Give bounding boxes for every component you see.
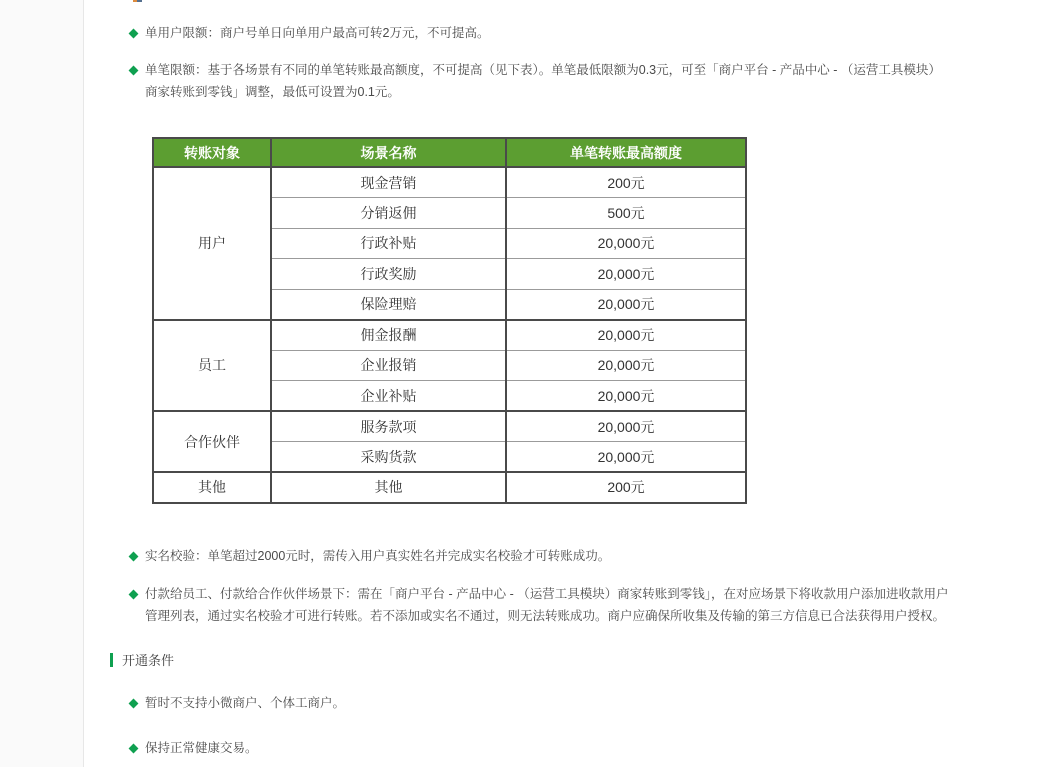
max-amount-cell: 20,000元	[506, 442, 746, 473]
bullet-employee-partner-note	[130, 583, 948, 627]
text-line: 暂时不支持小微商户、个体工商户。	[145, 696, 346, 710]
scene-name-cell: 现金营销	[271, 167, 506, 198]
max-amount-cell: 20,000元	[506, 350, 746, 381]
table-header-cell: 场景名称	[271, 138, 506, 167]
max-amount-cell: 200元	[506, 472, 746, 503]
section-title: 开通条件	[122, 653, 175, 668]
scene-name-cell: 企业补贴	[271, 381, 506, 412]
table-header-cell: 单笔转账最高额度	[506, 138, 746, 167]
scene-name-cell: 行政补贴	[271, 228, 506, 259]
diamond-bullet-icon	[129, 590, 139, 600]
bullet-per-transfer-limit	[130, 59, 941, 103]
section-heading-conditions	[110, 650, 174, 669]
scene-name-cell: 企业报销	[271, 350, 506, 381]
text-line: 单用户限额：商户号单日向单用户最高可转2万元，不可提高。	[145, 26, 490, 40]
max-amount-cell: 200元	[506, 167, 746, 198]
bullet-text	[145, 59, 941, 103]
text-line: 商家转账到零钱」调整，最低可设置为0.1元。	[145, 85, 400, 99]
bullet-healthy-trading	[130, 737, 258, 759]
transfer-limits-table	[152, 137, 747, 504]
max-amount-cell: 20,000元	[506, 320, 746, 351]
text-line: 实名校验：单笔超过2000元时，需传入用户真实姓名并完成实名校验才可转账成功。	[145, 549, 611, 563]
max-amount-cell: 500元	[506, 198, 746, 229]
scene-name-cell: 分销返佣	[271, 198, 506, 229]
table-row	[153, 472, 746, 503]
bullet-text	[145, 22, 489, 44]
transfer-target-cell: 合作伙伴	[153, 411, 271, 472]
diamond-bullet-icon	[129, 552, 139, 562]
table-header-row	[153, 138, 746, 167]
table-header-cell: 转账对象	[153, 138, 271, 167]
table-row	[153, 320, 746, 351]
scene-name-cell: 服务款项	[271, 411, 506, 442]
transfer-target-cell: 用户	[153, 167, 271, 320]
diamond-bullet-icon	[129, 699, 139, 709]
scene-name-cell: 行政奖励	[271, 259, 506, 290]
scene-name-cell: 佣金报酬	[271, 320, 506, 351]
green-bar-icon	[110, 653, 113, 667]
text-line: 付款给员工、付款给合作伙伴场景下：需在「商户平台 - 产品中心 - （运营工具模块）商家转账到零钱」，在对应场景下将收款用户添加进收款用户	[145, 587, 949, 601]
diamond-bullet-icon	[129, 744, 139, 754]
diamond-bullet-icon	[129, 66, 139, 76]
text-line: 保持正常健康交易。	[145, 741, 258, 755]
bullet-single-user-limit	[130, 22, 489, 44]
table-row	[153, 411, 746, 442]
transfer-target-cell: 员工	[153, 320, 271, 412]
scene-name-cell: 保险理赔	[271, 289, 506, 320]
table-row	[153, 167, 746, 198]
bullet-no-micro-merchant	[130, 692, 345, 714]
bullet-text	[145, 737, 258, 759]
bullet-text	[145, 545, 610, 567]
left-sidebar	[0, 0, 84, 767]
bullet-text	[145, 692, 345, 714]
scene-name-cell: 其他	[271, 472, 506, 503]
max-amount-cell: 20,000元	[506, 259, 746, 290]
text-line: 管理列表，通过实名校验才可进行转账。若不添加或实名不通过，则无法转账成功。商户应确保所收集及传输的第三方信息已合法获得用户授权。	[145, 609, 946, 623]
max-amount-cell: 20,000元	[506, 381, 746, 412]
text-line: 单笔限额：基于各场景有不同的单笔转账最高额度，不可提高（见下表）。单笔最低限额为0.3元，可至「商户平台 - 产品中心 - （运营工具模块）	[145, 63, 941, 77]
cutoff-content-artifact	[133, 0, 142, 2]
max-amount-cell: 20,000元	[506, 289, 746, 320]
scene-name-cell: 采购货款	[271, 442, 506, 473]
bullet-text	[145, 583, 948, 627]
diamond-bullet-icon	[129, 29, 139, 39]
max-amount-cell: 20,000元	[506, 411, 746, 442]
bullet-realname-check	[130, 545, 610, 567]
transfer-target-cell: 其他	[153, 472, 271, 503]
max-amount-cell: 20,000元	[506, 228, 746, 259]
